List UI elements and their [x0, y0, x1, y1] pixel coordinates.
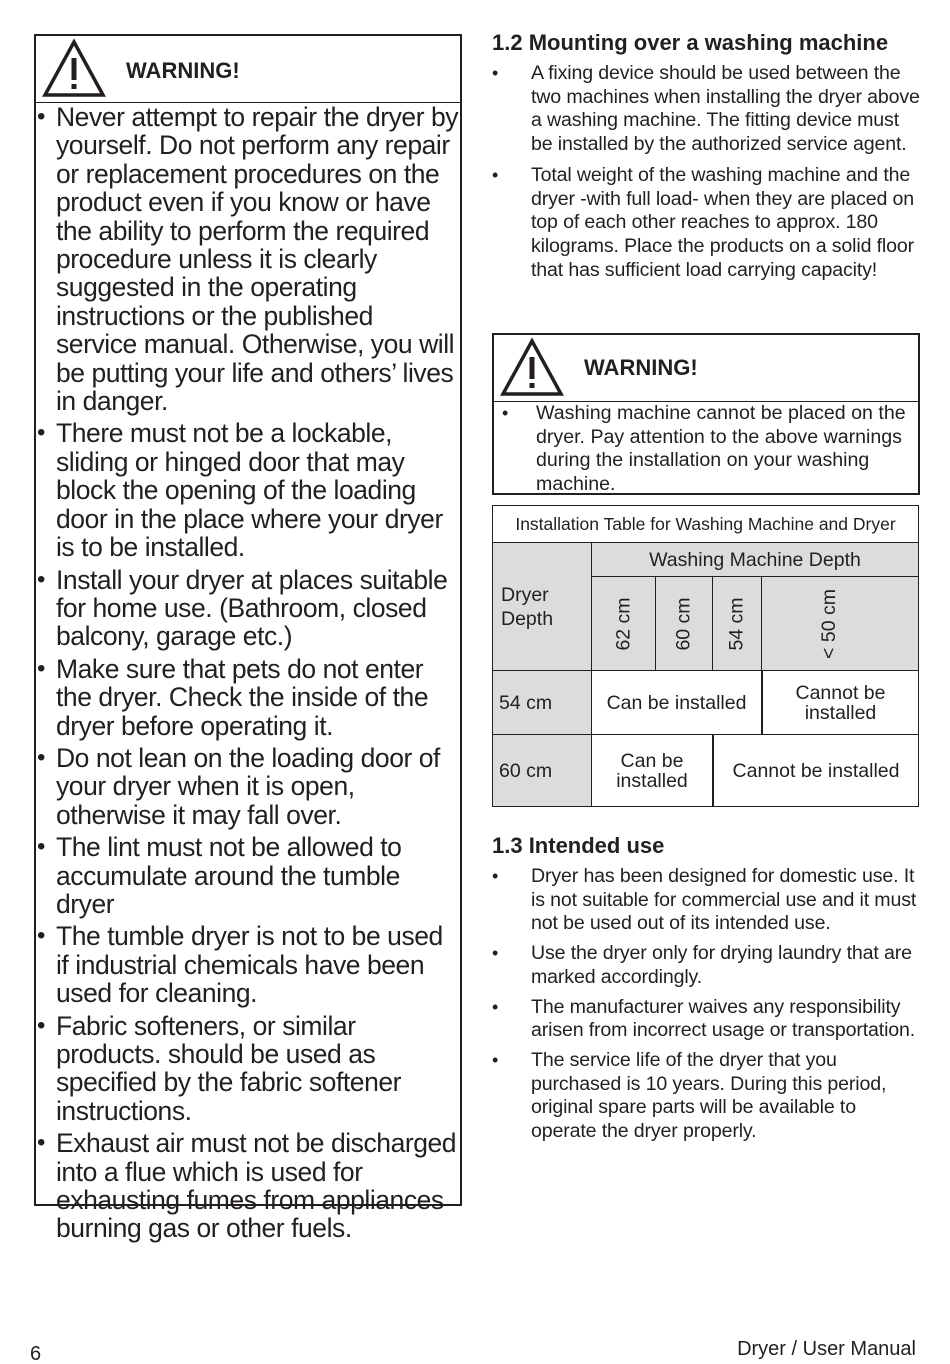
left-warning-box [34, 34, 462, 1244]
mounting-list [492, 62, 922, 282]
list-item: • Do not lean on the loading door of your dryer when it is open, otherwise it may fall over. [37, 742, 440, 830]
row2-cannot-install: Cannot be installed [712, 734, 919, 807]
wm-depth-54: 54 cm [712, 576, 762, 671]
row1-cannot-install: Cannot be installed [761, 670, 919, 735]
warning-text: • Washing machine cannot be placed on the dryer. Pay attention to the above warnings during the installation on your washing machine. [502, 402, 906, 496]
dryer-depth-60: 60 cm [492, 734, 592, 807]
warning-triangle-icon [500, 337, 564, 397]
warning-title: WARNING! [126, 58, 240, 83]
dryer-depth-header: Dryer Depth [492, 542, 592, 671]
installation-table [492, 505, 919, 807]
list-item: • The manufacturer waives any responsibility arisen from incorrect usage or transportation. [492, 995, 916, 1042]
list-item: • Total weight of the washing machine and the dryer -with full load- when they are placed on top of each other reaches to approx. 180 kilograms. Place the products on a solid floor that has sufficient load carrying capacity! [492, 163, 915, 281]
wm-depth-62: 62 cm [591, 576, 656, 671]
warning-header [494, 335, 918, 402]
warning-list [36, 103, 460, 1243]
list-item: • A fixing device should be used between the two machines when installing the dryer above a washing machine. The fitting device must be installed by the authorized service agent. [492, 62, 920, 156]
section-heading-mounting: 1.2 Mounting over a washing machine [492, 30, 889, 55]
dryer-depth-54: 54 cm [492, 670, 592, 735]
wm-depth-header: Washing Machine Depth [591, 542, 919, 577]
list-item: • Make sure that pets do not enter the dryer. Check the inside of the dryer before operating it. [37, 653, 429, 741]
list-item: • Install your dryer at places suitable for home use. (Bathroom, closed balcony, garage etc.) [37, 564, 448, 652]
list-item: • Exhaust air must not be discharged into a flue which is used for exhausting fumes from appliances burning gas or other fuels. [37, 1128, 457, 1244]
list-item: • The service life of the dryer that you purchased is 10 years. During this period, original spare parts will be available to operate the dryer properly. [492, 1048, 887, 1143]
row2-can-install: Can be installed [591, 734, 713, 807]
intended-use-list [492, 865, 922, 1144]
list-item: • Dryer has been designed for domestic use. It is not suitable for commercial use and it must not be used out of its intended use. [492, 865, 917, 935]
row1-can-install: Can be installed [591, 670, 762, 735]
list-item: • The lint must not be allowed to accumulate around the tumble dryer [37, 832, 402, 919]
section-heading-intended-use: 1.3 Intended use [492, 833, 665, 858]
right-warning-box [492, 333, 920, 495]
list-item: • Fabric softeners, or similar products. should be used as specified by the fabric softener instructions. [37, 1010, 402, 1126]
list-item: • The tumble dryer is not to be used if industrial chemicals have been used for cleaning. [37, 921, 443, 1009]
wm-depth-lt50: < 50 cm [761, 576, 919, 671]
warning-header [36, 36, 460, 103]
wm-depth-60: 60 cm [655, 576, 713, 671]
warning-triangle-icon [42, 38, 106, 98]
table-caption: Installation Table for Washing Machine and Dryer [492, 505, 919, 543]
list-item: • Use the dryer only for drying laundry that are marked accordingly. [492, 942, 912, 988]
document-title: Dryer / User Manual [737, 1338, 916, 1360]
list-item: • There must not be a lockable, sliding or hinged door that may block the opening of the loading door in the place where your dryer is to be installed. [37, 418, 443, 563]
list-item: • Never attempt to repair the dryer by yourself. Do not perform any repair or replacement procedures on the product even if you know or have the ability to perform the required procedure unless it is clearly suggested in the operating instructions or the published service manual. Otherwise, you will be putting your life and others’ lives in danger. [37, 102, 459, 417]
warning-title: WARNING! [584, 355, 698, 380]
page-number: 6 [30, 1343, 42, 1364]
